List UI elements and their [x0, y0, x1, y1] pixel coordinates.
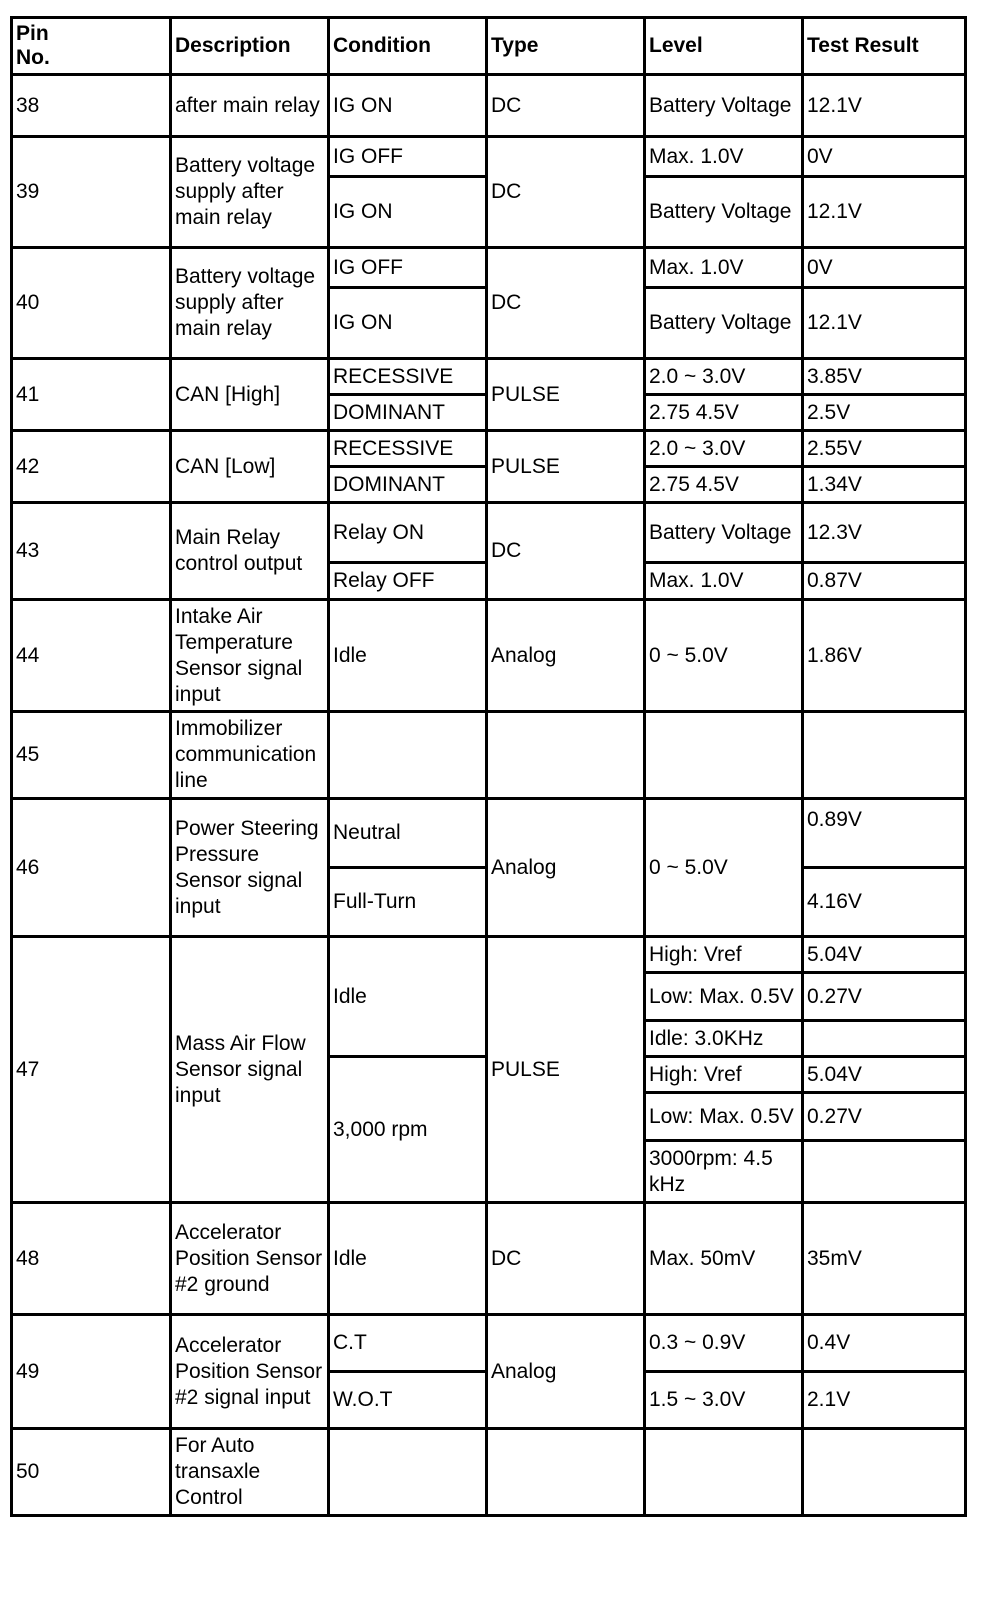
table-header [12, 18, 966, 75]
pin-number-cell: 40 [12, 248, 171, 359]
pin-number-cell: 49 [12, 1315, 171, 1429]
type-cell: DC [487, 1203, 645, 1315]
condition-cell: Idle [329, 600, 487, 712]
test-result-cell [803, 1429, 966, 1516]
header-pin: Pin No. [12, 18, 171, 75]
pin-number-cell: 48 [12, 1203, 171, 1315]
table-row [12, 359, 966, 395]
description-cell: after main relay [171, 75, 329, 137]
type-cell: DC [487, 75, 645, 137]
condition-cell: Idle [329, 1203, 487, 1315]
pin-number-cell: 44 [12, 600, 171, 712]
test-result-cell: 12.1V [803, 177, 966, 248]
type-cell: Analog [487, 1315, 645, 1429]
table-row [12, 75, 966, 137]
test-result-cell: 35mV [803, 1203, 966, 1315]
type-cell [487, 1429, 645, 1516]
type-cell [487, 712, 645, 799]
test-result-cell [803, 712, 966, 799]
pin-number-cell: 43 [12, 503, 171, 600]
test-result-cell: 0.89V [803, 799, 966, 868]
level-cell: Max. 50mV [645, 1203, 803, 1315]
test-result-cell: 12.3V [803, 503, 966, 563]
table-body [12, 75, 966, 1516]
test-result-cell: 3.85V [803, 359, 966, 395]
test-result-cell: 0.4V [803, 1315, 966, 1372]
header-result: Test Result [803, 18, 966, 75]
test-result-cell: 0.27V [803, 973, 966, 1021]
test-result-cell: 4.16V [803, 868, 966, 937]
test-result-cell: 0.27V [803, 1093, 966, 1141]
condition-cell: DOMINANT [329, 395, 487, 431]
level-cell: Battery Voltage [645, 177, 803, 248]
condition-cell [329, 712, 487, 799]
pin-number-cell: 50 [12, 1429, 171, 1516]
description-cell: Accelerator Position Sensor #2 signal input [171, 1315, 329, 1429]
description-cell: CAN [High] [171, 359, 329, 431]
level-cell [645, 1429, 803, 1516]
table-row [12, 799, 966, 868]
condition-cell: Relay ON [329, 503, 487, 563]
level-cell: Max. 1.0V [645, 563, 803, 600]
level-cell: High: Vref [645, 937, 803, 973]
level-cell: Max. 1.0V [645, 137, 803, 177]
test-result-cell: 12.1V [803, 288, 966, 359]
table-row [12, 137, 966, 177]
table-row [12, 1315, 966, 1372]
pin-number-cell: 46 [12, 799, 171, 937]
description-cell: For Auto transaxle Control [171, 1429, 329, 1516]
level-cell: Battery Voltage [645, 288, 803, 359]
header-level: Level [645, 18, 803, 75]
test-result-cell [803, 1021, 966, 1057]
condition-cell: Relay OFF [329, 563, 487, 600]
level-cell: 2.0 ~ 3.0V [645, 431, 803, 467]
level-cell: 0 ~ 5.0V [645, 600, 803, 712]
level-cell: Battery Voltage [645, 503, 803, 563]
condition-cell: RECESSIVE [329, 431, 487, 467]
level-cell: Battery Voltage [645, 75, 803, 137]
description-cell: CAN [Low] [171, 431, 329, 503]
condition-cell: 3,000 rpm [329, 1057, 487, 1203]
level-cell [645, 712, 803, 799]
table-row [12, 248, 966, 288]
header-description: Description [171, 18, 329, 75]
level-cell: 1.5 ~ 3.0V [645, 1372, 803, 1429]
test-result-cell: 5.04V [803, 937, 966, 973]
type-cell: PULSE [487, 431, 645, 503]
description-cell: Power Steering Pressure Sensor signal input [171, 799, 329, 937]
level-cell: 0 ~ 5.0V [645, 799, 803, 937]
description-cell: Mass Air Flow Sensor signal input [171, 937, 329, 1203]
level-cell: High: Vref [645, 1057, 803, 1093]
header-row [12, 18, 966, 75]
condition-cell: Idle [329, 937, 487, 1057]
description-cell: Main Relay control output [171, 503, 329, 600]
level-cell: Low: Max. 0.5V [645, 1093, 803, 1141]
table-row [12, 1203, 966, 1315]
level-cell: 2.75 4.5V [645, 395, 803, 431]
test-result-cell: 12.1V [803, 75, 966, 137]
test-result-cell: 0.87V [803, 563, 966, 600]
type-cell: DC [487, 503, 645, 600]
condition-cell: W.O.T [329, 1372, 487, 1429]
condition-cell: RECESSIVE [329, 359, 487, 395]
test-result-cell: 2.5V [803, 395, 966, 431]
type-cell: Analog [487, 799, 645, 937]
table-row [12, 1429, 966, 1516]
test-result-cell: 1.34V [803, 467, 966, 503]
pin-test-table [10, 16, 967, 1517]
level-cell: 2.0 ~ 3.0V [645, 359, 803, 395]
condition-cell: C.T [329, 1315, 487, 1372]
condition-cell: DOMINANT [329, 467, 487, 503]
type-cell: PULSE [487, 359, 645, 431]
level-cell: 2.75 4.5V [645, 467, 803, 503]
test-result-cell: 5.04V [803, 1057, 966, 1093]
description-cell: Battery voltage supply after main relay [171, 137, 329, 248]
description-cell: Immobilizer communication line [171, 712, 329, 799]
pin-number-cell: 39 [12, 137, 171, 248]
condition-cell: IG ON [329, 75, 487, 137]
level-cell: 0.3 ~ 0.9V [645, 1315, 803, 1372]
test-result-cell: 1.86V [803, 600, 966, 712]
condition-cell: IG ON [329, 177, 487, 248]
header-type: Type [487, 18, 645, 75]
condition-cell: IG ON [329, 288, 487, 359]
test-result-cell: 0V [803, 248, 966, 288]
condition-cell: IG OFF [329, 248, 487, 288]
type-cell: Analog [487, 600, 645, 712]
test-result-cell: 2.55V [803, 431, 966, 467]
pin-number-cell: 38 [12, 75, 171, 137]
table-row [12, 712, 966, 799]
type-cell: DC [487, 248, 645, 359]
condition-cell: Neutral [329, 799, 487, 868]
table-row [12, 503, 966, 563]
pin-number-cell: 47 [12, 937, 171, 1203]
table-row [12, 431, 966, 467]
test-result-cell: 2.1V [803, 1372, 966, 1429]
test-result-cell: 0V [803, 137, 966, 177]
description-cell: Battery voltage supply after main relay [171, 248, 329, 359]
pin-number-cell: 41 [12, 359, 171, 431]
condition-cell [329, 1429, 487, 1516]
level-cell: Max. 1.0V [645, 248, 803, 288]
level-cell: 3000rpm: 4.5 kHz [645, 1141, 803, 1203]
description-cell: Accelerator Position Sensor #2 ground [171, 1203, 329, 1315]
header-condition: Condition [329, 18, 487, 75]
pin-number-cell: 45 [12, 712, 171, 799]
condition-cell: IG OFF [329, 137, 487, 177]
table-row [12, 600, 966, 712]
level-cell: Low: Max. 0.5V [645, 973, 803, 1021]
type-cell: DC [487, 137, 645, 248]
pin-number-cell: 42 [12, 431, 171, 503]
level-cell: Idle: 3.0KHz [645, 1021, 803, 1057]
table-row [12, 937, 966, 973]
condition-cell: Full-Turn [329, 868, 487, 937]
test-result-cell [803, 1141, 966, 1203]
description-cell: Intake Air Temperature Sensor signal input [171, 600, 329, 712]
type-cell: PULSE [487, 937, 645, 1203]
